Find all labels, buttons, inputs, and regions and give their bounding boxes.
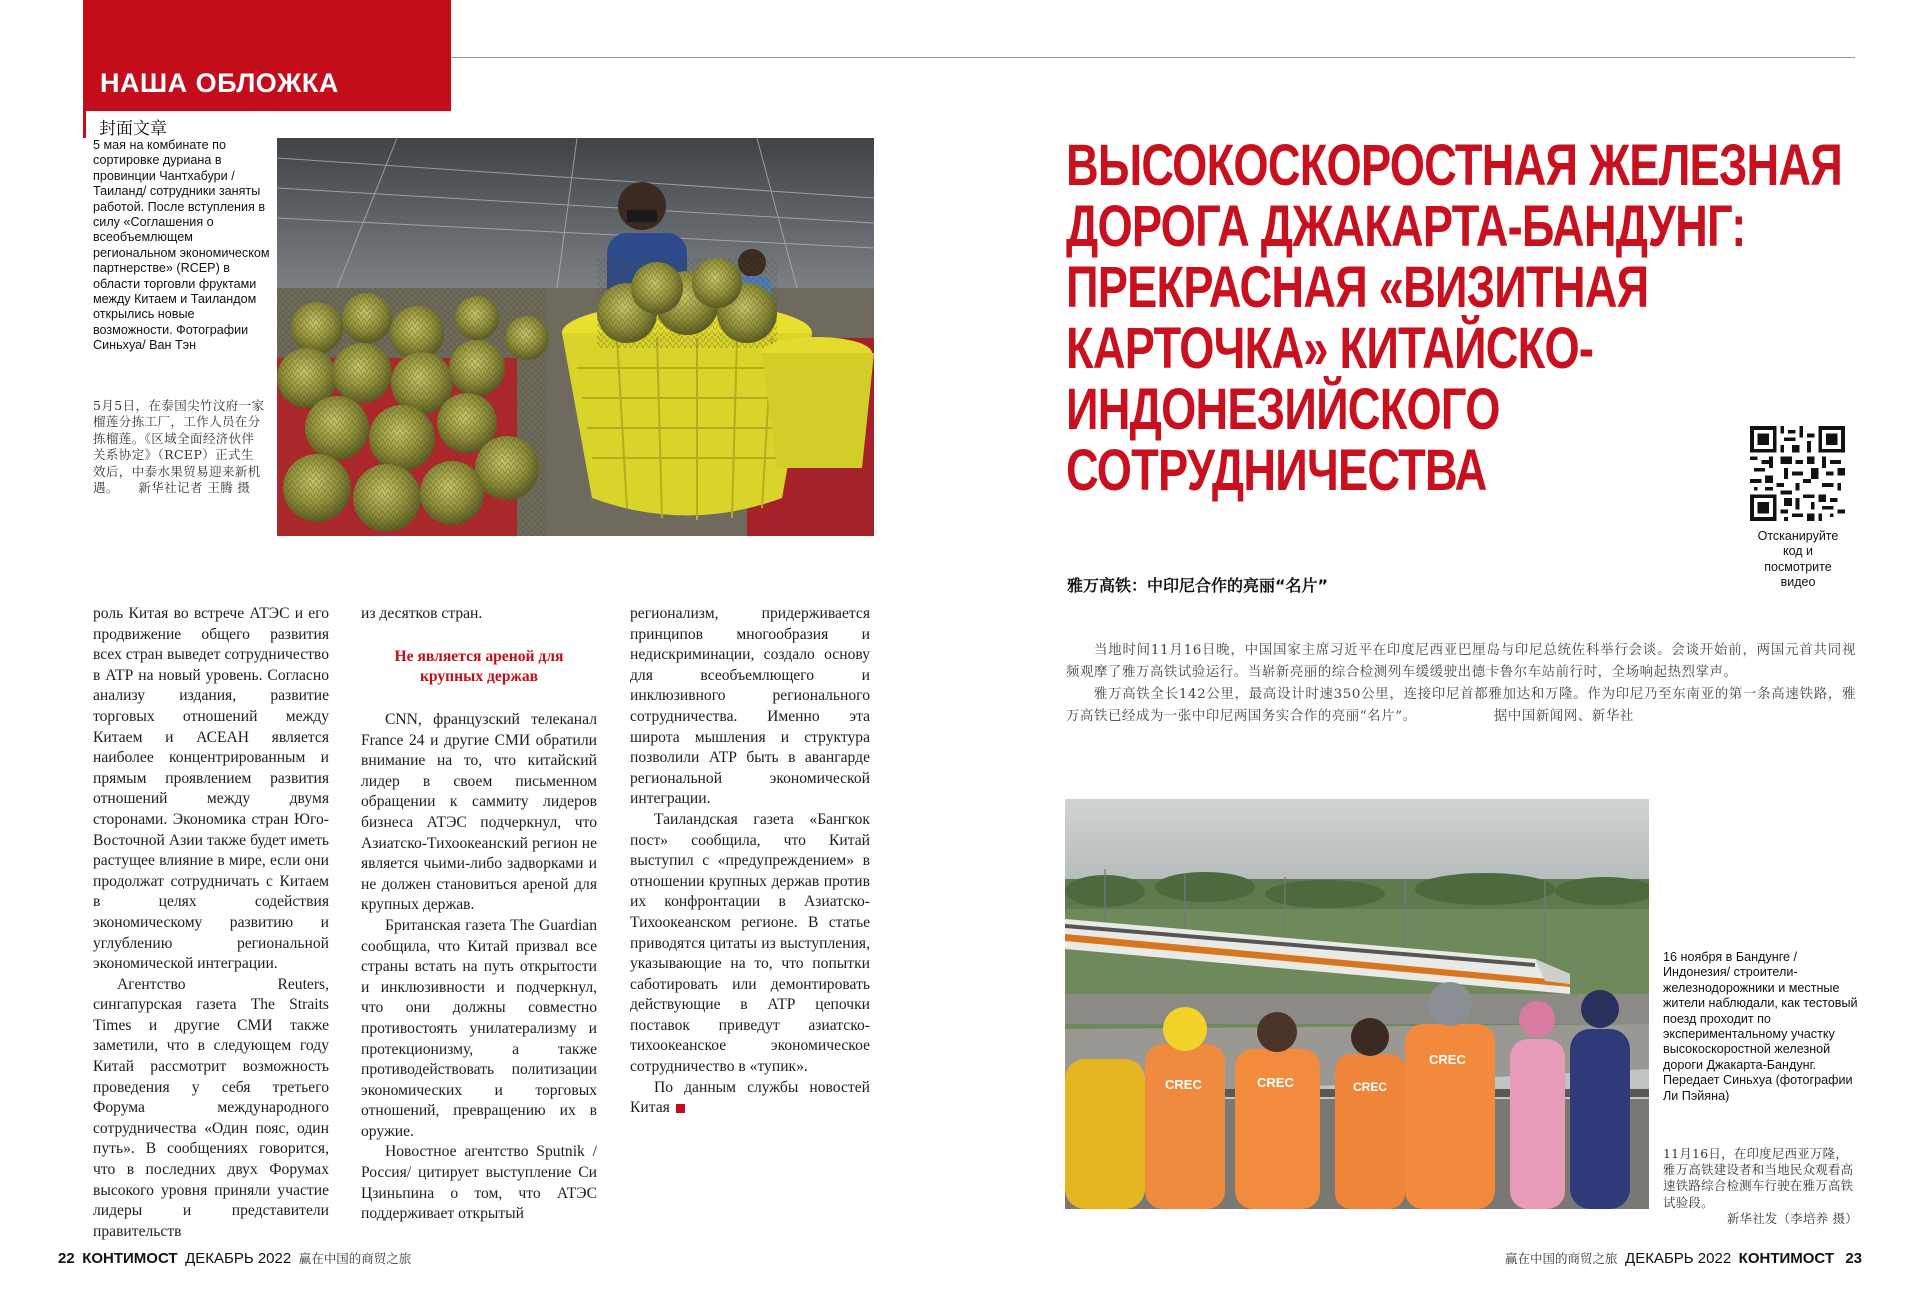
photo2-caption-ru: 16 ноября в Бандунге /Индонезия/ строители-железнодорожники и местные жители наблюдали, как тестовый поезд проходит по экспериментальному участку высокоскоростной железной дороги Джакарта-Бандунг. Передает Синьхуа (фотографии Ли Пэйяна) bbox=[1663, 950, 1858, 1103]
headline-cn: 雅万高铁：中印尼合作的亮丽“名片” bbox=[1067, 576, 1329, 595]
magazine-name: КОНТИМОСТ bbox=[1738, 1250, 1835, 1267]
headline-line: КАРТОЧКА» КИТАЙСКО- bbox=[1066, 316, 1594, 381]
paragraph: Таиландская газета «Бангкок пост» сообщила, что Китай выступил с «предупреждением» в отношении крупных держав против их конфронтации в Азиатско-Тихоокеанском регионе. В статье приводятся цитаты из выступления, указывающие на то, что попытки саботировать или демонтировать действующие в АТР цепочки поставок приведут азиатско-тихоокеанское экономическое сотрудничество в «тупик». bbox=[630, 810, 870, 1076]
high-speed-train-photo bbox=[1065, 799, 1649, 1209]
caption-cn-credit: 新华社发（李培养 摄） bbox=[1726, 1210, 1858, 1226]
vest-label: CREC bbox=[1353, 1080, 1388, 1094]
body-column-2-top bbox=[361, 604, 597, 625]
photo2-caption-cn bbox=[1663, 1146, 1858, 1227]
magazine-name: КОНТИМОСТ bbox=[82, 1250, 178, 1267]
chinese-intro bbox=[1066, 640, 1856, 728]
headline-line: СОТРУДНИЧЕСТВА bbox=[1066, 438, 1487, 503]
durian-sorting-photo bbox=[277, 138, 874, 536]
paragraph: 雅万高铁全长142公里，最高设计时速350公里，连接印尼首都雅加达和万隆。作为印尼乃至东南亚的第一条高速铁路，雅万高铁已经成为一张中印尼两国务实合作的亮丽“名片”。 据中国新闻网、新华社 bbox=[1066, 687, 1856, 724]
qr-caption: Отсканируйте код и посмотрите видео bbox=[1757, 529, 1839, 590]
page-number-left: 22 bbox=[58, 1250, 75, 1267]
paragraph: роль Китая во встрече АТЭС и его продвижение общего развития всех стран выведет сотрудничество в АТР на новый уровень. Согласно анализу издания, развитие торговых отношений между Китаем и АСЕАН является наиболее концентрированным и прямым проявлением развития отношений между двумя сторонами. Экономика стран Юго-Восточной Азии также будет иметь растущее влияние в мире, если они продолжат сотрудничать с Китаем в целях содействия экономическому развитию и углублению региональной экономической интеграции. bbox=[93, 605, 329, 973]
caption-cn-text: 11月16日，在印度尼西亚万隆，雅万高铁建设者和当地民众观看高速铁路综合检测车行驶在雅万高铁试验段。 bbox=[1663, 1146, 1854, 1210]
vest-label: CREC bbox=[1257, 1075, 1294, 1090]
paragraph: регионализм, придерживается принципов многообразия и недискриминации, создало основу для всеобъемлющего и инклюзивного регионального сотрудничества. Именно эта широта мышления и структура позволили АТР быть в авангарде региональной экономической интеграции. bbox=[630, 605, 870, 808]
headline-line: ИНДОНЕЗИЙСКОГО bbox=[1066, 377, 1500, 442]
headline-line: ВЫСОКОСКОРОСТНАЯ ЖЕЛЕЗНАЯ bbox=[1066, 133, 1843, 198]
top-rule bbox=[451, 57, 1855, 58]
qr-code-icon[interactable] bbox=[1750, 426, 1845, 521]
article-headline bbox=[1066, 135, 1862, 501]
paragraph: из десятков стран. bbox=[361, 605, 483, 622]
photo1-caption-ru: 5 мая на комбинате по сортировке дуриана в провинции Чантхабури /Таиланд/ сотрудники заняты работой. После вступления в силу «Соглашения о всеобъемлющем региональном экономическом партнерстве» (RCEP) в области торговли фруктами между Китаем и Таиландом открылись новые возможности. Фотографии Синьхуа/ Ван Тэн bbox=[93, 138, 270, 353]
section-subtitle: 封面文章 bbox=[99, 119, 167, 139]
body-column-2 bbox=[361, 710, 597, 1225]
vest-label: CREC bbox=[1165, 1077, 1202, 1092]
left-accent-mark bbox=[83, 111, 86, 138]
footer-right bbox=[1505, 1249, 1862, 1268]
magazine-slogan: 赢在中国的商贸之旅 bbox=[1505, 1251, 1618, 1266]
paragraph bbox=[630, 1078, 870, 1119]
end-of-article-mark bbox=[676, 1104, 685, 1113]
train-photo-illustration bbox=[1065, 799, 1649, 1209]
body-column-3 bbox=[630, 604, 870, 1119]
durian-photo-illustration bbox=[277, 138, 874, 536]
paragraph: Новостное агентство Sputnik /Россия/ цитирует выступление Си Цзиньпина о том, что АТЭС поддерживает открытый bbox=[361, 1143, 597, 1223]
section-title: НАША ОБЛОЖКА bbox=[100, 68, 339, 98]
headline-line: ПРЕКРАСНАЯ «ВИЗИТНАЯ bbox=[1066, 255, 1649, 320]
issue-date: ДЕКАБРЬ 2022 bbox=[185, 1250, 292, 1267]
photo1-caption-cn: 5月5日，在泰国尖竹汶府一家榴莲分拣工厂，工作人员在分拣榴莲。《区域全面经济伙伴关系协定》（RCEP）正式生效后，中泰水果贸易迎来新机遇。 新华社记者 王腾 摄 bbox=[93, 398, 265, 496]
paragraph: CNN, французский телеканал France 24 и другие СМИ обратили внимание на то, что китайский лидер в своем письменном обращении к саммиту лидеров бизнеса АТЭС подчеркнул, что Азиатско-Тихоокеанский регион не является чьими-либо задворками и не должен становиться ареной для крупных держав. bbox=[361, 711, 597, 914]
column-subheading: Не является ареной для крупных держав bbox=[394, 648, 564, 685]
paragraph: 当地时间11月16日晚，中国国家主席习近平在印度尼西亚巴厘岛与印尼总统佐科举行会谈。会谈开始前，两国元首共同视频观摩了雅万高铁试验运行。当崭新亮丽的综合检测列车缓缓驶出德卡鲁尔车站前行时，全场响起热烈掌声。 bbox=[1066, 643, 1856, 680]
issue-date: ДЕКАБРЬ 2022 bbox=[1625, 1250, 1732, 1267]
source-note: По данным службы новостей Китая bbox=[630, 1078, 870, 1117]
footer-left bbox=[58, 1249, 411, 1268]
body-column-1 bbox=[93, 604, 329, 1242]
paragraph: Британская газета The Guardian сообщила, что Китай призвал все страны встать на путь открытости и инклюзивности и подчеркнул, что они должны совместно противостоять унилатерализму и протекционизму, а также противодействовать политизации экономических и торговых отношений, превращению их в оружие. bbox=[361, 916, 597, 1140]
paragraph: Агентство Reuters, сингапурская газета The Straits Times и другие СМИ также заметили, что в следующем году Китай рассмотрит возможность проведения у себя третьего Форума международного сотрудничества «Один пояс, один путь». В сообщениях говорится, что в последних двух Форумах высокого уровня приняли участие лидеры и представители правительств bbox=[93, 975, 329, 1240]
headline-line: ДОРОГА ДЖАКАРТА-БАНДУНГ: bbox=[1066, 194, 1746, 259]
page-number-right: 23 bbox=[1845, 1250, 1862, 1267]
magazine-slogan: 赢在中国的商贸之旅 bbox=[298, 1251, 412, 1266]
vest-label: CREC bbox=[1429, 1052, 1466, 1067]
